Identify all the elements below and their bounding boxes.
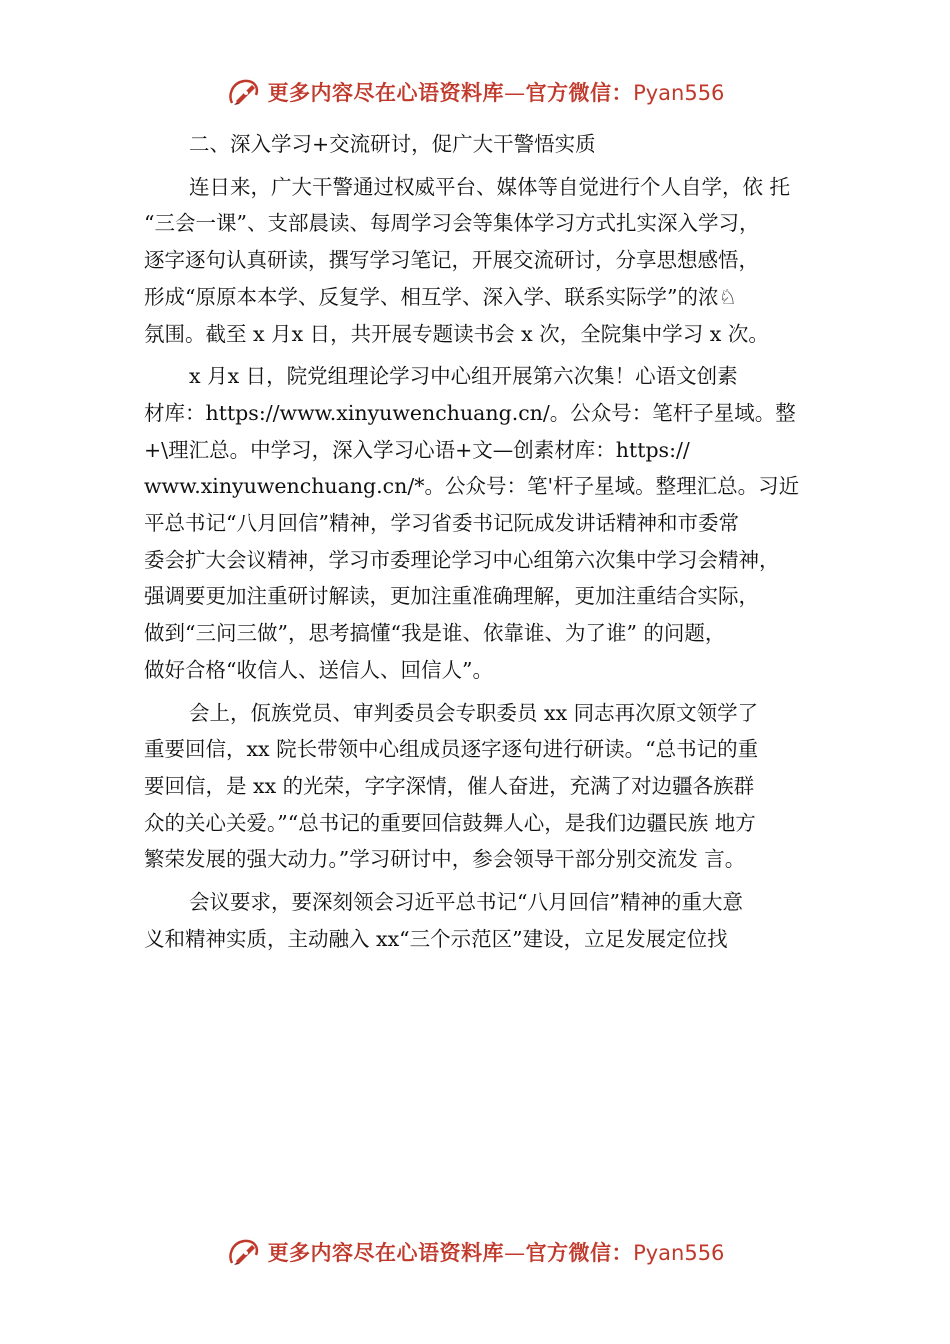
section-heading <box>144 126 824 163</box>
text-line: 形成“原原本本学、反复学、相互学、深入学、联系实际学”的浓♘ <box>144 284 737 309</box>
footer-account-id: Pyan556 <box>633 1241 725 1265</box>
text-line: “三会一课”、支部晨读、每周学习会等集体学习方式扎实深入学习， <box>144 211 760 236</box>
pen-logo-icon <box>226 1235 262 1269</box>
text-line: 委会扩大会议精神，学习市委理论学习中心组第六次集中学习会精神， <box>144 547 780 572</box>
text-line: 做好合格“收信人、送信人、回信人”。 <box>144 657 493 682</box>
text-line: 重要回信，xx 院长带领中心组成员逐字逐句进行研读。“总书记的重 <box>144 737 759 762</box>
text-line: 连日来，广大干警通过权威平台、媒体等自觉进行个人自学，依 托 <box>189 174 791 199</box>
document-body <box>144 126 824 957</box>
text-line: 会上，佤族党员、审判委员会专职委员 xx 同志再次原文领学了 <box>189 700 759 725</box>
footer-separator: — <box>504 1241 526 1265</box>
header-account-label: 官方微信： <box>525 81 634 105</box>
header-account-id: Pyan556 <box>633 81 725 105</box>
paragraph-1 <box>144 169 824 353</box>
header-separator: — <box>504 81 526 105</box>
pen-logo-icon <box>226 75 262 109</box>
paragraph-2 <box>144 358 824 688</box>
footer-banner <box>0 1232 950 1272</box>
paragraph-3 <box>144 695 824 879</box>
text-line: 义和精神实质，主动融入 xx“三个示范区”建设，立足发展定位找 <box>144 926 728 951</box>
text-line: www.xinyuwenchuang.cn/*。公众号：笔'杆子星域。整理汇总。习近 <box>144 474 800 499</box>
text-line: 氛围。截至 x 月x 日，共开展专题读书会 x 次，全院集中学习 x 次。 <box>144 321 769 346</box>
text-line: 逐字逐句认真研读，撰写学习笔记，开展交流研讨，分享思想感悟， <box>144 248 759 273</box>
section-heading-text: 二、深入学习+交流研讨，促广大干警悟实质 <box>189 132 596 156</box>
text-line: 要回信，是 xx 的光荣，字字深情，催人奋进，充满了对边疆各族群 <box>144 773 755 798</box>
text-line: 材库：https://www.xinyuwenchuang.cn/。公众号：笔杆子星域。整 <box>144 400 796 425</box>
text-line: 众的关心关爱。”“总书记的重要回信鼓舞人心，是我们边疆民族 地方 <box>144 810 756 835</box>
header-title: 更多内容尽在心语资料库 <box>267 81 505 105</box>
text-line: 做到“三问三做”，思考搞懂“我是谁、依靠谁、为了谁” 的问题， <box>144 621 726 646</box>
text-line: x 月x 日，院党组理论学习中心组开展第六次集！心语文创素 <box>189 364 738 389</box>
text-line: 会议要求，要深刻领会习近平总书记“八月回信”精神的重大意 <box>189 890 743 915</box>
header-banner-text <box>268 77 725 107</box>
text-line: 强调要更加注重研讨解读，更加注重准确理解，更加注重结合实际， <box>144 584 759 609</box>
footer-title: 更多内容尽在心语资料库 <box>267 1241 505 1265</box>
text-line: 平总书记“八月回信”精神，学习省委书记阮成发讲话精神和市委常 <box>144 511 739 536</box>
paragraph-4 <box>144 884 824 957</box>
text-line: +\理汇总。中学习，深入学习心语+文—创素材库：https:// <box>144 437 690 462</box>
header-banner <box>0 72 950 112</box>
footer-banner-text <box>268 1237 725 1267</box>
footer-account-label: 官方微信： <box>525 1241 634 1265</box>
text-line: 繁荣发展的强大动力。”学习研讨中，参会领导干部分别交流发 言。 <box>144 847 746 872</box>
